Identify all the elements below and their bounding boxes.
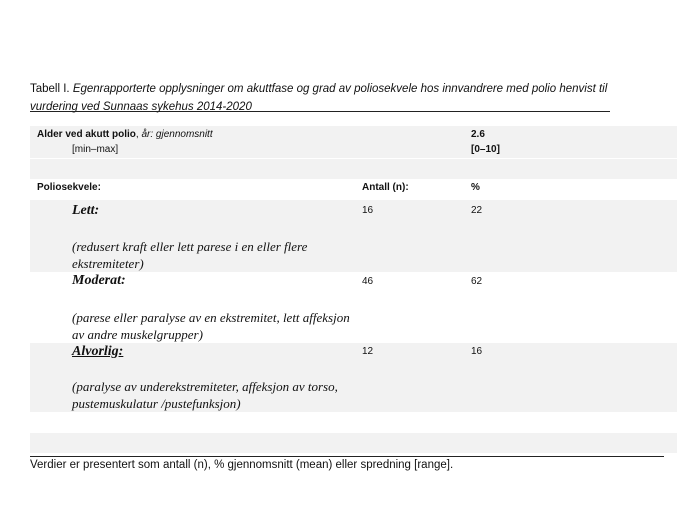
age-label-sep: , (135, 129, 142, 140)
age-label-italic: år: gjennomsnitt (141, 129, 213, 140)
caption-text: Egenrapporterte opplysninger om akuttfase og grad av poliosekvele hos innvandrere med polio henvist til vurdering ved Sunnaas sykehus 2014-2020 (30, 83, 608, 113)
caption-lead: Tabell I. (30, 83, 73, 95)
age-mean-value: 2.6 (471, 129, 485, 140)
footer-divider (30, 456, 664, 457)
row-moderat-name: Moderat: (72, 273, 126, 288)
count-column-header: Antall (n): (362, 182, 409, 193)
row-alvorlig-percent: 16 (471, 346, 483, 357)
table-footnote: Verdier er presentert som antall (n), % gjennomsnitt (mean) eller spredning [range]. (30, 459, 454, 471)
spacer-row (30, 159, 677, 179)
row-lett-name: Lett: (72, 203, 100, 218)
row-lett-description: (redusert kraft eller lett parese i en eller flere ekstremiteter) (72, 239, 308, 271)
age-label-bold: Alder ved akutt polio (37, 129, 136, 140)
row-alvorlig-count: 12 (362, 346, 374, 357)
caption-divider (30, 111, 610, 112)
sequela-header-label: Poliosekvele: (37, 182, 101, 193)
row-alvorlig-name: Alvorlig: (72, 344, 124, 359)
age-label (37, 129, 213, 140)
row-alvorlig-description: (paralyse av underekstremiteter, affeksjon av torso, pustemuskulatur /pustefunksjon) (72, 379, 338, 411)
row-lett-percent: 22 (471, 205, 483, 216)
age-range-label: [min–max] (72, 144, 119, 155)
row-moderat-count: 46 (362, 276, 374, 287)
percent-column-header: % (471, 182, 480, 193)
bottom-spacer-row (30, 433, 677, 453)
row-moderat-description: (parese eller paralyse av en ekstremitet, lett affeksjon av andre muskelgrupper) (72, 310, 350, 342)
row-lett-count: 16 (362, 205, 374, 216)
row-moderat-percent: 62 (471, 276, 483, 287)
age-range-value: [0–10] (471, 144, 500, 155)
